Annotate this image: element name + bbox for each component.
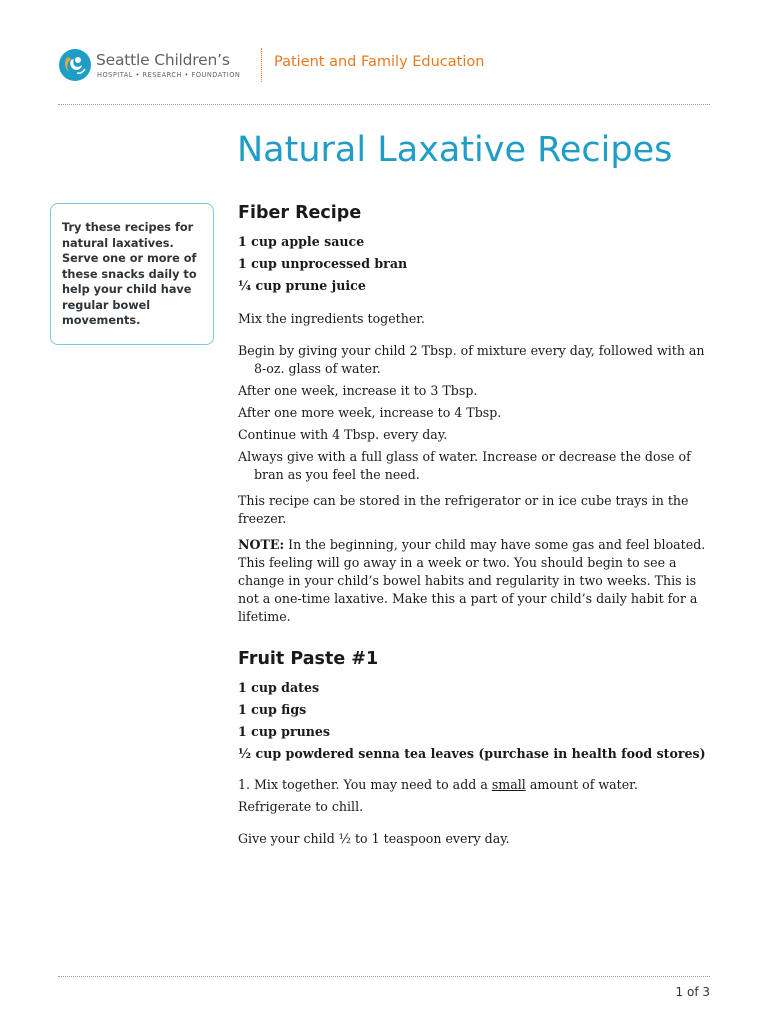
- bottom-divider: [58, 976, 710, 977]
- fruit-step-2: Refrigerate to chill.: [238, 798, 364, 814]
- ingredient: 1 cup unprocessed bran: [238, 255, 408, 271]
- fiber-recipe-heading: Fiber Recipe: [238, 203, 362, 223]
- top-divider: [58, 104, 710, 105]
- seattle-childrens-logo-icon: [58, 48, 92, 82]
- fruit-ingredients: [238, 677, 716, 764]
- fiber-step: After one more week, increase to 4 Tbsp.: [238, 405, 502, 421]
- step-text: amount of water.: [525, 776, 638, 792]
- page-number: 1 of 3: [675, 985, 710, 999]
- fiber-step: Continue with 4 Tbsp. every day.: [238, 427, 448, 443]
- brand-name: Seattle Children’s: [96, 51, 230, 69]
- ingredient: ½ cup powdered senna tea leaves (purchase in health food stores): [238, 745, 706, 761]
- fruit-paste-heading: Fruit Paste #1: [238, 649, 379, 670]
- fiber-step: After one week, increase it to 3 Tbsp.: [238, 383, 478, 399]
- fiber-step: Always give with a full glass of water. Increase or decrease the dose of bran as you feel the need.: [238, 449, 691, 483]
- fiber-note: [238, 536, 716, 626]
- header-divider: [261, 48, 262, 82]
- header: [58, 44, 718, 86]
- header-section-title: Patient and Family Education: [274, 54, 485, 70]
- page-title: Natural Laxative Recipes: [237, 130, 673, 170]
- fiber-mix-instruction: Mix the ingredients together.: [238, 311, 425, 327]
- fiber-storage-note: This recipe can be stored in the refrigerator or in ice cube trays in the freezer.: [238, 493, 689, 527]
- ingredient: ¼ cup prune juice: [238, 277, 366, 293]
- fiber-ingredients: [238, 231, 716, 296]
- step-text: 1. Mix together. You may need to add a: [238, 776, 492, 792]
- fruit-dose: Give your child ½ to 1 teaspoon every day.: [238, 830, 510, 846]
- ingredient: 1 cup dates: [238, 680, 320, 696]
- brand-tagline: HOSPITAL • RESEARCH • FOUNDATION: [97, 71, 241, 79]
- note-text: In the beginning, your child may have some gas and feel bloated. This feeling will go away in a week or two. You should begin to see a change in your child’s bowel habits and regularity in two weeks. This is not a one-time laxative. Make this a part of your child’s daily habit for a lifetime.: [238, 537, 706, 625]
- underlined-word: small: [491, 776, 526, 792]
- ingredient: 1 cup apple sauce: [238, 234, 365, 249]
- ingredient: 1 cup prunes: [238, 723, 331, 739]
- fruit-paste-section: [238, 647, 716, 847]
- fiber-recipe-section: [238, 201, 716, 626]
- fiber-step: Begin by giving your child 2 Tbsp. of mixture every day, followed with an 8-oz. glass of water.: [238, 343, 705, 377]
- fruit-step-1: [238, 776, 716, 794]
- main-content: [238, 201, 716, 848]
- ingredient: 1 cup figs: [238, 702, 307, 718]
- note-label: NOTE:: [238, 537, 285, 553]
- intro-callout: Try these recipes for natural laxatives. Serve one or more of these snacks daily to help your child have regular bowel movements.: [50, 203, 214, 345]
